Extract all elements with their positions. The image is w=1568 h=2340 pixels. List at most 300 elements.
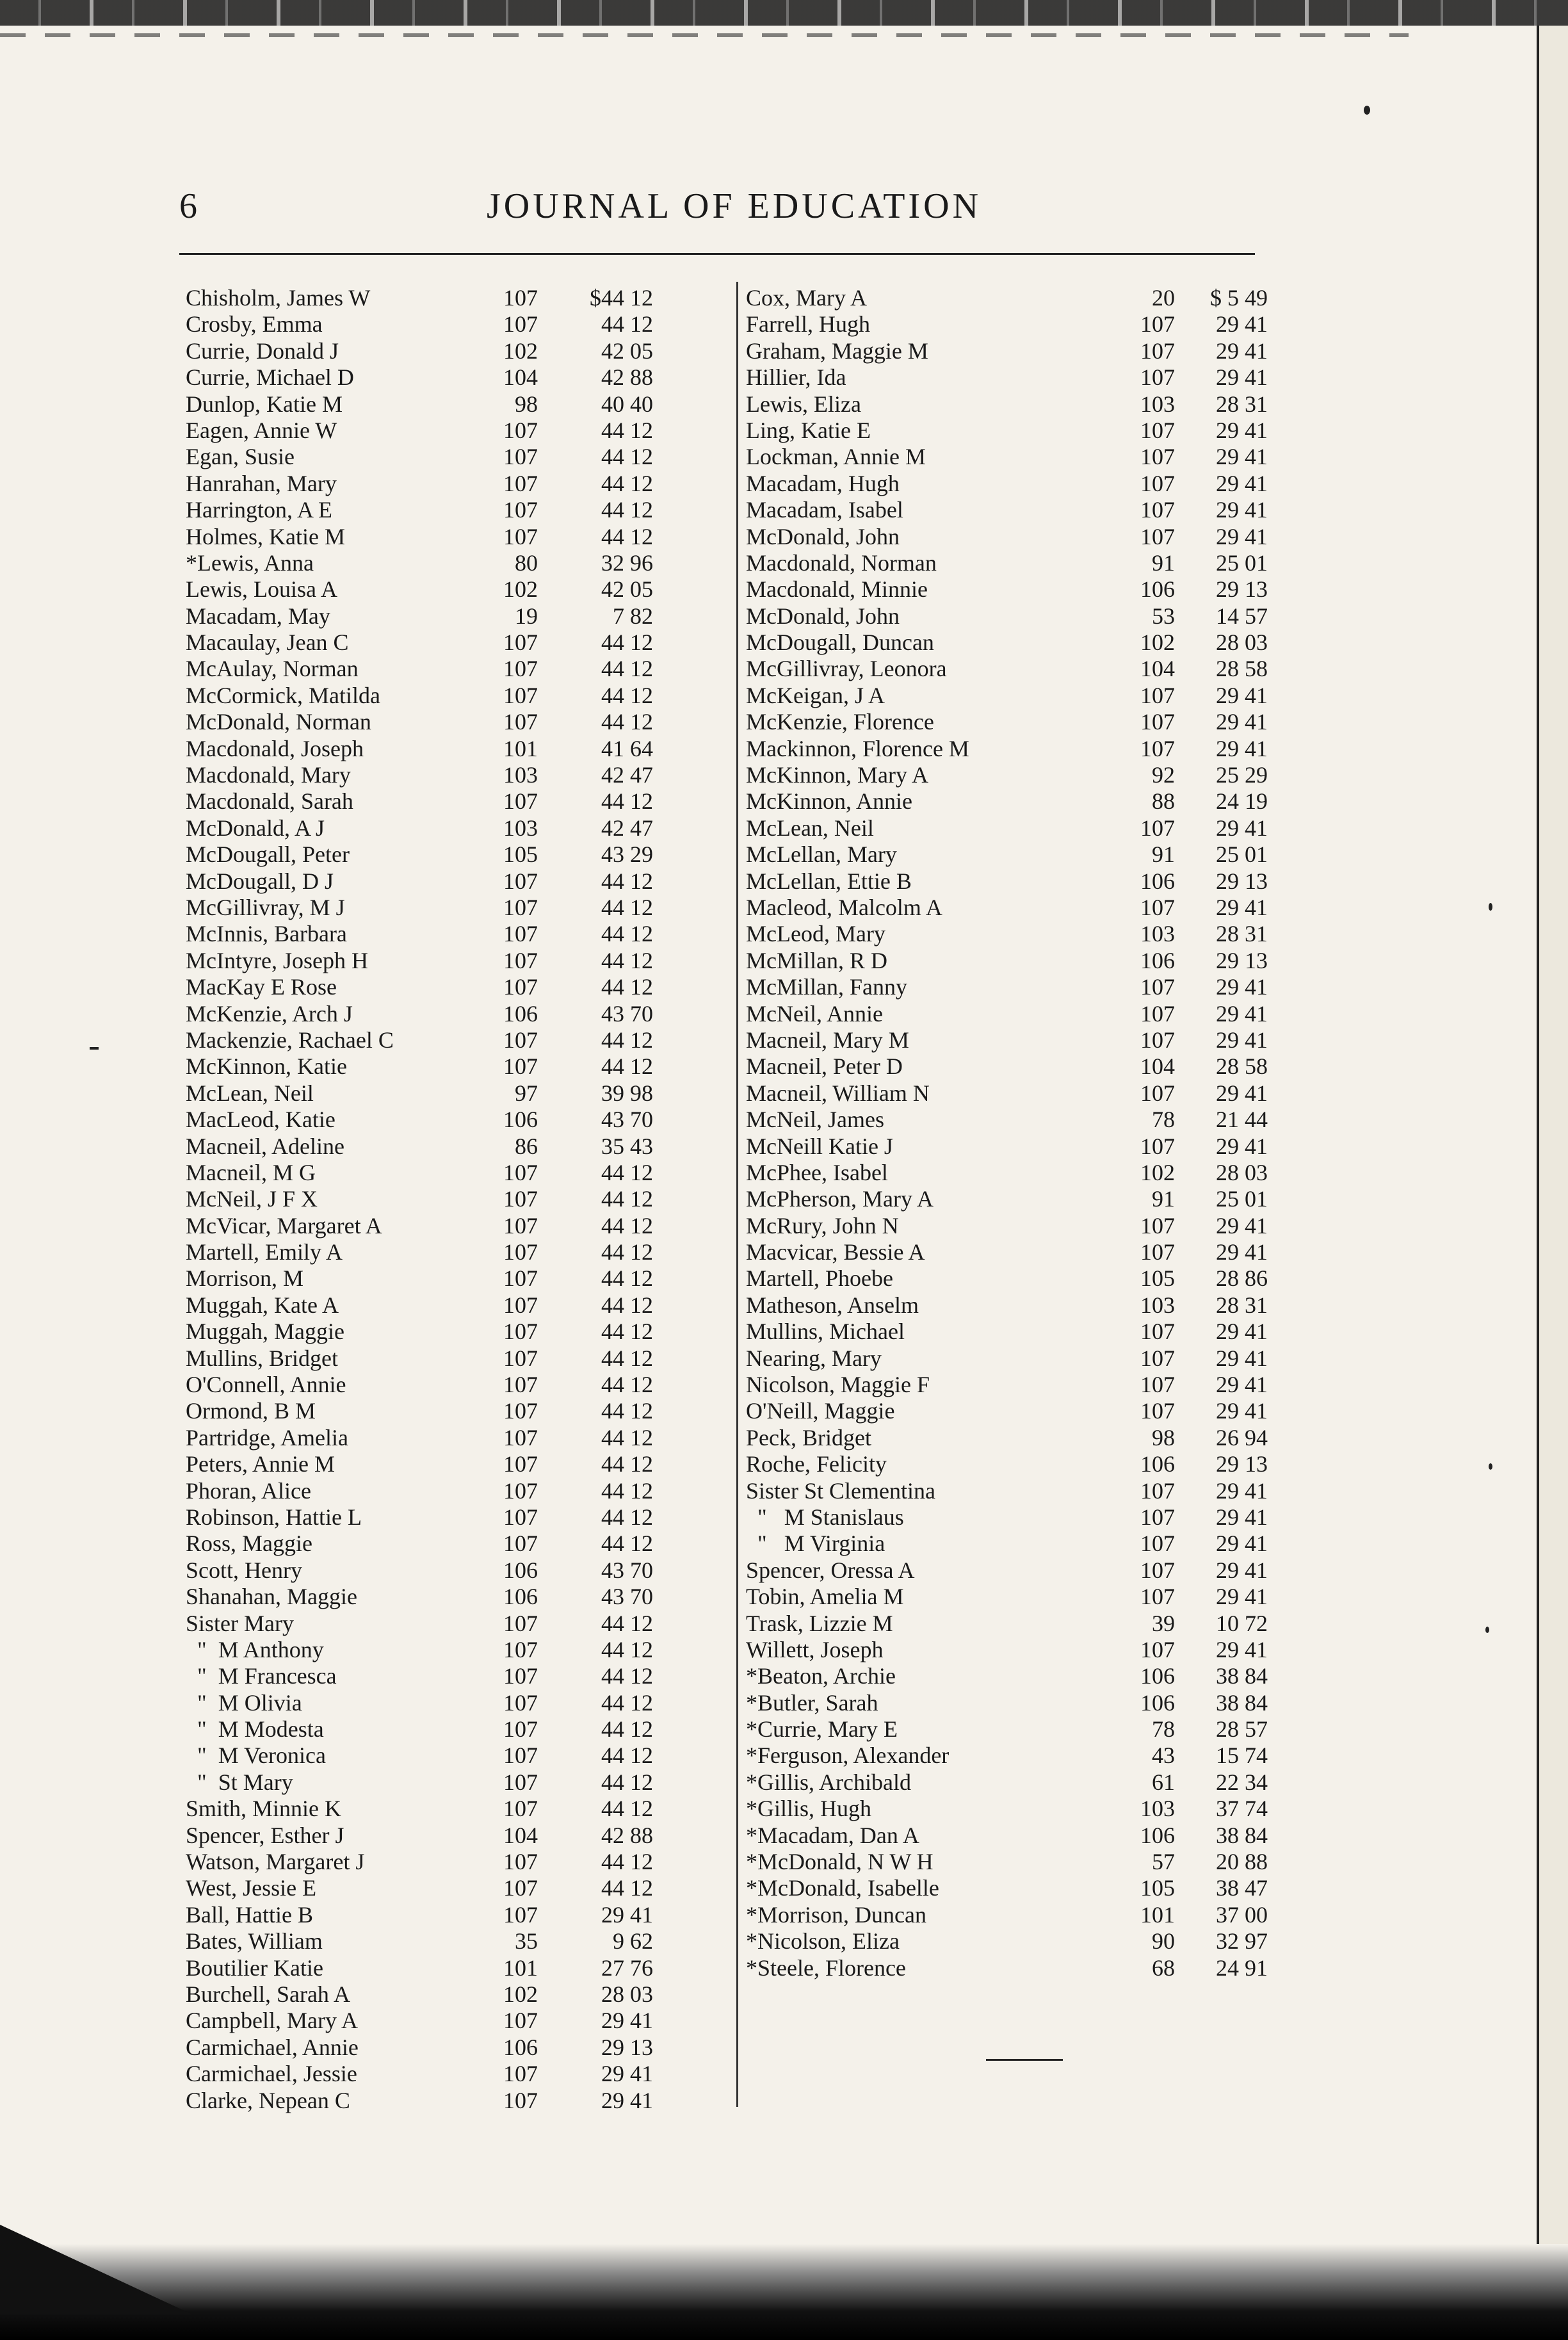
entry-name: Bates, William [186, 1928, 323, 1954]
entry-days: 106 [503, 1557, 538, 1583]
list-item [746, 471, 1284, 497]
entry-amount: 42 05 [601, 337, 653, 364]
entry-amount: 42 88 [601, 364, 653, 391]
entry-amount: 29 41 [1216, 1531, 1268, 1557]
entry-amount: 28 03 [1216, 630, 1268, 656]
entry-days: 103 [1140, 921, 1175, 947]
entry-amount: 44 12 [601, 1372, 653, 1398]
list-item [746, 311, 1284, 337]
entry-amount: 29 41 [1216, 735, 1268, 761]
entry-amount: 38 84 [1216, 1822, 1268, 1848]
entry-amount: 44 12 [601, 1769, 653, 1795]
list-item [746, 550, 1284, 576]
entry-name: Ormond, B M [186, 1398, 316, 1424]
entry-days: 78 [1152, 1107, 1175, 1133]
list-item [746, 391, 1284, 418]
entry-amount: 29 41 [1216, 311, 1268, 337]
entry-name: Shanahan, Maggie [186, 1584, 357, 1610]
entry-amount: 44 12 [601, 1663, 653, 1689]
list-item [186, 524, 730, 550]
list-item [746, 1955, 1284, 1981]
entry-amount: 32 96 [601, 549, 653, 576]
list-item [746, 1478, 1284, 1504]
entry-days: 107 [503, 523, 538, 549]
list-item [186, 1186, 730, 1212]
left-column [186, 285, 730, 2114]
entry-amount: 44 12 [601, 1689, 653, 1716]
list-item [746, 576, 1284, 603]
entry-name: McMillan, Fanny [746, 974, 907, 1000]
entry-amount: 44 12 [601, 947, 653, 973]
list-item [746, 1584, 1284, 1610]
entry-name: Macdonald, Joseph [186, 735, 364, 761]
scan-speck [1489, 1463, 1492, 1470]
entry-days: 106 [1140, 1822, 1175, 1848]
entry-days: 107 [503, 1689, 538, 1716]
entry-amount: 29 41 [1216, 470, 1268, 496]
entry-name: Phoran, Alice [186, 1477, 311, 1504]
list-item [186, 815, 730, 841]
entry-days: 107 [1140, 1212, 1175, 1239]
entry-amount: 25 29 [1216, 762, 1268, 788]
entry-amount: 22 34 [1216, 1769, 1268, 1795]
entry-amount: 20 88 [1216, 1849, 1268, 1875]
entry-days: 106 [503, 2034, 538, 2060]
entry-days: 19 [515, 603, 538, 629]
entry-days: 107 [1140, 523, 1175, 549]
list-item [186, 974, 730, 1000]
list-item [186, 788, 730, 815]
list-item [746, 1160, 1284, 1186]
entry-name: MacKay E Rose [186, 974, 337, 1000]
entry-days: 107 [503, 497, 538, 523]
entry-amount: 43 70 [601, 1000, 653, 1027]
list-item [186, 1213, 730, 1239]
entry-name: Smith, Minnie K [186, 1796, 342, 1822]
list-item [186, 1451, 730, 1477]
list-item [186, 868, 730, 895]
entry-name: " St Mary [186, 1769, 293, 1795]
list-item [186, 1823, 730, 1849]
entry-name: Cox, Mary A [746, 285, 867, 311]
list-item [186, 1875, 730, 1901]
entry-days: 91 [1152, 841, 1175, 868]
entry-name: Macadam, Isabel [746, 497, 903, 523]
entry-amount: 29 41 [601, 2087, 653, 2113]
entry-days: 101 [503, 735, 538, 761]
list-item [746, 1239, 1284, 1265]
entry-days: 104 [1140, 656, 1175, 682]
list-item [186, 1716, 730, 1743]
entry-days: 107 [503, 285, 538, 311]
entry-name: McCormick, Matilda [186, 682, 380, 708]
list-item [186, 1637, 730, 1663]
list-item [746, 285, 1284, 311]
entry-days: 107 [503, 656, 538, 682]
entry-name: Egan, Susie [186, 444, 295, 470]
entry-amount: 44 12 [601, 470, 653, 496]
entry-amount: 9 62 [613, 1928, 653, 1954]
entry-days: 107 [503, 788, 538, 815]
entry-days: 57 [1152, 1849, 1175, 1875]
entry-amount: 29 41 [1216, 1027, 1268, 1053]
list-item [186, 1027, 730, 1053]
entry-name: McKinnon, Annie [746, 788, 912, 815]
entry-amount: 43 70 [601, 1557, 653, 1583]
entry-name: O'Neill, Maggie [746, 1398, 895, 1424]
entry-amount: 29 41 [1216, 1584, 1268, 1610]
entry-days: 107 [503, 1531, 538, 1557]
entry-days: 106 [503, 1000, 538, 1027]
entry-name: McVicar, Margaret A [186, 1212, 382, 1239]
list-item [746, 1107, 1284, 1133]
entry-amount: 25 01 [1216, 1186, 1268, 1212]
entry-days: 102 [503, 337, 538, 364]
list-item [186, 1478, 730, 1504]
entry-amount: 29 41 [1216, 894, 1268, 920]
entry-name: McLellan, Mary [746, 841, 897, 868]
list-item [186, 1796, 730, 1822]
entry-name: " M Stanislaus [746, 1504, 904, 1530]
entry-days: 107 [503, 1053, 538, 1080]
entry-days: 80 [515, 549, 538, 576]
entry-days: 107 [503, 1610, 538, 1636]
entry-days: 107 [503, 1663, 538, 1689]
entry-days: 101 [1140, 1901, 1175, 1928]
entry-name: Chisholm, James W [186, 285, 371, 311]
entry-days: 103 [503, 815, 538, 841]
list-item [186, 1743, 730, 1769]
entry-amount: 29 13 [1216, 947, 1268, 973]
entry-amount: 44 12 [601, 868, 653, 894]
entry-name: " M Anthony [186, 1636, 324, 1662]
list-item [186, 948, 730, 974]
entry-name: McKenzie, Arch J [186, 1000, 353, 1027]
entry-name: McKinnon, Katie [186, 1053, 347, 1080]
list-item [746, 656, 1284, 682]
entry-name: Macdonald, Sarah [186, 788, 353, 815]
entry-days: 107 [1140, 1319, 1175, 1345]
entry-days: 105 [1140, 1875, 1175, 1901]
entry-days: 107 [503, 1292, 538, 1318]
entry-name: Graham, Maggie M [746, 337, 928, 364]
scan-speck [1485, 1627, 1489, 1633]
entry-amount: 44 12 [601, 1716, 653, 1743]
list-item [186, 1663, 730, 1689]
list-item [746, 1292, 1284, 1319]
list-item [186, 364, 730, 391]
entry-amount: 29 41 [601, 1901, 653, 1928]
entry-days: 107 [503, 709, 538, 735]
entry-amount: 44 12 [601, 417, 653, 443]
entry-days: 103 [503, 762, 538, 788]
entry-amount: 44 12 [601, 1875, 653, 1901]
entry-amount: 44 12 [601, 974, 653, 1000]
entry-days: 107 [503, 2087, 538, 2113]
entry-amount: 42 47 [601, 762, 653, 788]
entry-name: Clarke, Nepean C [186, 2087, 350, 2113]
entry-name: *McDonald, N W H [746, 1849, 934, 1875]
scan-top-noise [0, 33, 1409, 37]
list-item [746, 762, 1284, 788]
entry-name: Crosby, Emma [186, 311, 323, 337]
list-item [186, 550, 730, 576]
entry-name: Nicolson, Maggie F [746, 1372, 930, 1398]
entry-days: 103 [1140, 1292, 1175, 1318]
entry-amount: 44 12 [601, 1610, 653, 1636]
list-item [186, 471, 730, 497]
scan-top-edge [0, 0, 1568, 26]
entry-name: Lewis, Eliza [746, 391, 861, 417]
entry-name: " M Modesta [186, 1716, 324, 1743]
entry-amount: 29 41 [1216, 1133, 1268, 1159]
list-item [186, 1425, 730, 1451]
entry-amount: 29 41 [1216, 1398, 1268, 1424]
list-item [746, 1637, 1284, 1663]
list-item [746, 1133, 1284, 1160]
entry-name: " M Virginia [746, 1531, 885, 1557]
list-item [186, 921, 730, 947]
list-item [746, 1769, 1284, 1796]
entry-days: 107 [1140, 1636, 1175, 1662]
entry-amount: 25 01 [1216, 549, 1268, 576]
list-item [186, 630, 730, 656]
list-item [186, 1531, 730, 1557]
list-item [186, 709, 730, 735]
entry-days: 107 [503, 1319, 538, 1345]
list-item [746, 1425, 1284, 1451]
entry-amount: 43 70 [601, 1584, 653, 1610]
entry-name: McPhee, Isabel [746, 1159, 888, 1185]
list-item [746, 1716, 1284, 1743]
list-item [746, 1265, 1284, 1292]
entry-name: Macdonald, Minnie [746, 576, 928, 603]
entry-name: *Lewis, Anna [186, 549, 314, 576]
list-item [746, 1902, 1284, 1928]
entry-days: 107 [1140, 1027, 1175, 1053]
entry-name: Macaulay, Jean C [186, 630, 349, 656]
entry-amount: 44 12 [601, 894, 653, 920]
entry-amount: 44 12 [601, 1292, 653, 1318]
list-item [186, 497, 730, 523]
entry-days: 107 [503, 311, 538, 337]
page-number: 6 [179, 186, 197, 226]
entry-amount: 44 12 [601, 1398, 653, 1424]
entry-amount: 25 01 [1216, 841, 1268, 868]
list-item [186, 1292, 730, 1319]
entry-days: 68 [1152, 1954, 1175, 1981]
entry-name: McDougall, D J [186, 868, 334, 894]
entry-days: 104 [1140, 1053, 1175, 1080]
entry-amount: 40 40 [601, 391, 653, 417]
entry-name: McNeil, James [746, 1107, 884, 1133]
list-item [186, 1557, 730, 1584]
entry-name: Martell, Phoebe [746, 1265, 893, 1292]
entry-name: Eagen, Annie W [186, 417, 337, 443]
entry-days: 107 [503, 1743, 538, 1769]
scan-speck [90, 1047, 99, 1050]
list-item [186, 736, 730, 762]
entry-days: 107 [503, 470, 538, 496]
entry-name: Tobin, Amelia M [746, 1584, 904, 1610]
entry-days: 107 [503, 1451, 538, 1477]
entry-amount: 29 41 [1216, 523, 1268, 549]
list-item [186, 2008, 730, 2034]
entry-days: 107 [503, 1345, 538, 1371]
list-item [746, 788, 1284, 815]
entry-name: Macadam, Hugh [746, 470, 900, 496]
entry-days: 107 [503, 1398, 538, 1424]
list-item [746, 1823, 1284, 1849]
entry-name: Macadam, May [186, 603, 330, 629]
entry-amount: 38 84 [1216, 1689, 1268, 1716]
entry-name: " M Francesca [186, 1663, 337, 1689]
entry-name: Scott, Henry [186, 1557, 302, 1583]
list-item [746, 1663, 1284, 1689]
entry-name: Lockman, Annie M [746, 444, 926, 470]
entry-amount: 44 12 [601, 1743, 653, 1769]
list-item [186, 2061, 730, 2087]
entry-days: 107 [503, 947, 538, 973]
entry-name: McDonald, John [746, 603, 900, 629]
entry-amount: 44 12 [601, 1159, 653, 1185]
entry-amount: 29 41 [1216, 1319, 1268, 1345]
entry-amount: 29 41 [601, 2008, 653, 2034]
entry-amount: 29 13 [1216, 868, 1268, 894]
entry-name: McLean, Neil [746, 815, 874, 841]
entry-amount: 44 12 [601, 1451, 653, 1477]
list-item [186, 656, 730, 682]
entry-days: 107 [1140, 1133, 1175, 1159]
entry-name: Partridge, Amelia [186, 1424, 348, 1450]
list-item [746, 709, 1284, 735]
entry-name: Peters, Annie M [186, 1451, 335, 1477]
column-divider [736, 282, 738, 2107]
entry-days: 107 [503, 1186, 538, 1212]
list-item [186, 1265, 730, 1292]
list-item [186, 338, 730, 364]
entry-days: 107 [503, 1849, 538, 1875]
entry-days: 88 [1152, 788, 1175, 815]
list-item [186, 2035, 730, 2061]
entry-days: 107 [503, 1875, 538, 1901]
entry-days: 102 [503, 1981, 538, 2007]
list-item [746, 683, 1284, 709]
entry-days: 107 [503, 2061, 538, 2087]
entry-amount: 29 13 [601, 2034, 653, 2060]
entry-name: *Steele, Florence [746, 1954, 906, 1981]
entry-amount: 7 82 [613, 603, 653, 629]
entry-days: 107 [503, 1716, 538, 1743]
list-item [746, 1372, 1284, 1398]
entry-amount: 29 41 [1216, 1345, 1268, 1371]
entry-amount: 38 47 [1216, 1875, 1268, 1901]
entry-amount: 44 12 [601, 656, 653, 682]
list-item [746, 1531, 1284, 1557]
entry-name: Macneil, Peter D [746, 1053, 903, 1080]
list-item [746, 841, 1284, 868]
entry-amount: 27 76 [601, 1954, 653, 1981]
entry-amount: 32 97 [1216, 1928, 1268, 1954]
list-item [186, 1955, 730, 1981]
entry-amount: 29 41 [1216, 1636, 1268, 1662]
entry-name: Ross, Maggie [186, 1531, 312, 1557]
entry-name: Macleod, Malcolm A [746, 894, 942, 920]
list-item [746, 895, 1284, 921]
entry-name: Macdonald, Norman [746, 549, 937, 576]
entry-days: 107 [1140, 417, 1175, 443]
entry-name: McGillivray, M J [186, 894, 345, 920]
entry-name: McPherson, Mary A [746, 1186, 934, 1212]
entry-name: West, Jessie E [186, 1875, 317, 1901]
entry-days: 106 [1140, 1451, 1175, 1477]
list-item [186, 1080, 730, 1107]
list-item [186, 311, 730, 337]
entry-days: 107 [503, 682, 538, 708]
scan-right-edge [1537, 26, 1568, 2267]
entry-days: 39 [1152, 1610, 1175, 1636]
entry-amount: 43 29 [601, 841, 653, 868]
entry-days: 92 [1152, 762, 1175, 788]
entry-days: 107 [1140, 815, 1175, 841]
entry-name: McDougall, Duncan [746, 630, 934, 656]
list-item [186, 1107, 730, 1133]
entry-name: Morrison, M [186, 1265, 304, 1292]
entry-name: O'Connell, Annie [186, 1372, 346, 1398]
list-item [746, 364, 1284, 391]
list-item [746, 1398, 1284, 1424]
list-item [746, 1849, 1284, 1875]
entry-days: 106 [1140, 576, 1175, 603]
list-item [746, 1027, 1284, 1053]
entry-days: 91 [1152, 1186, 1175, 1212]
entry-name: Lewis, Louisa A [186, 576, 337, 603]
entry-days: 90 [1152, 1928, 1175, 1954]
entry-name: Muggah, Maggie [186, 1319, 344, 1345]
entry-amount: 29 41 [1216, 709, 1268, 735]
entry-name: Mullins, Michael [746, 1319, 905, 1345]
list-item [186, 444, 730, 470]
entry-name: McKinnon, Mary A [746, 762, 928, 788]
entry-amount: 29 41 [1216, 444, 1268, 470]
list-item [186, 1053, 730, 1080]
entry-name: MacLeod, Katie [186, 1107, 335, 1133]
entry-days: 107 [503, 1212, 538, 1239]
list-item [186, 1584, 730, 1610]
entry-amount: 44 12 [601, 1504, 653, 1530]
entry-amount: 28 57 [1216, 1716, 1268, 1743]
entry-days: 107 [503, 1159, 538, 1185]
entry-days: 107 [503, 444, 538, 470]
entry-amount: 24 19 [1216, 788, 1268, 815]
journal-title: JOURNAL OF EDUCATION [487, 186, 982, 226]
entry-name: Roche, Felicity [746, 1451, 887, 1477]
entry-days: 106 [1140, 1663, 1175, 1689]
entry-days: 91 [1152, 549, 1175, 576]
entry-amount: 44 12 [601, 1265, 653, 1292]
list-item [746, 1743, 1284, 1769]
entry-days: 107 [1140, 1584, 1175, 1610]
entry-days: 107 [1140, 470, 1175, 496]
entry-name: Spencer, Oressa A [746, 1557, 915, 1583]
entry-name: Carmichael, Annie [186, 2034, 359, 2060]
entry-amount: 42 05 [601, 576, 653, 603]
entry-amount: 21 44 [1216, 1107, 1268, 1133]
entry-amount: $ 5 49 [1210, 285, 1268, 311]
entry-name: Trask, Lizzie M [746, 1610, 893, 1636]
list-item [186, 1001, 730, 1027]
list-item [746, 1451, 1284, 1477]
